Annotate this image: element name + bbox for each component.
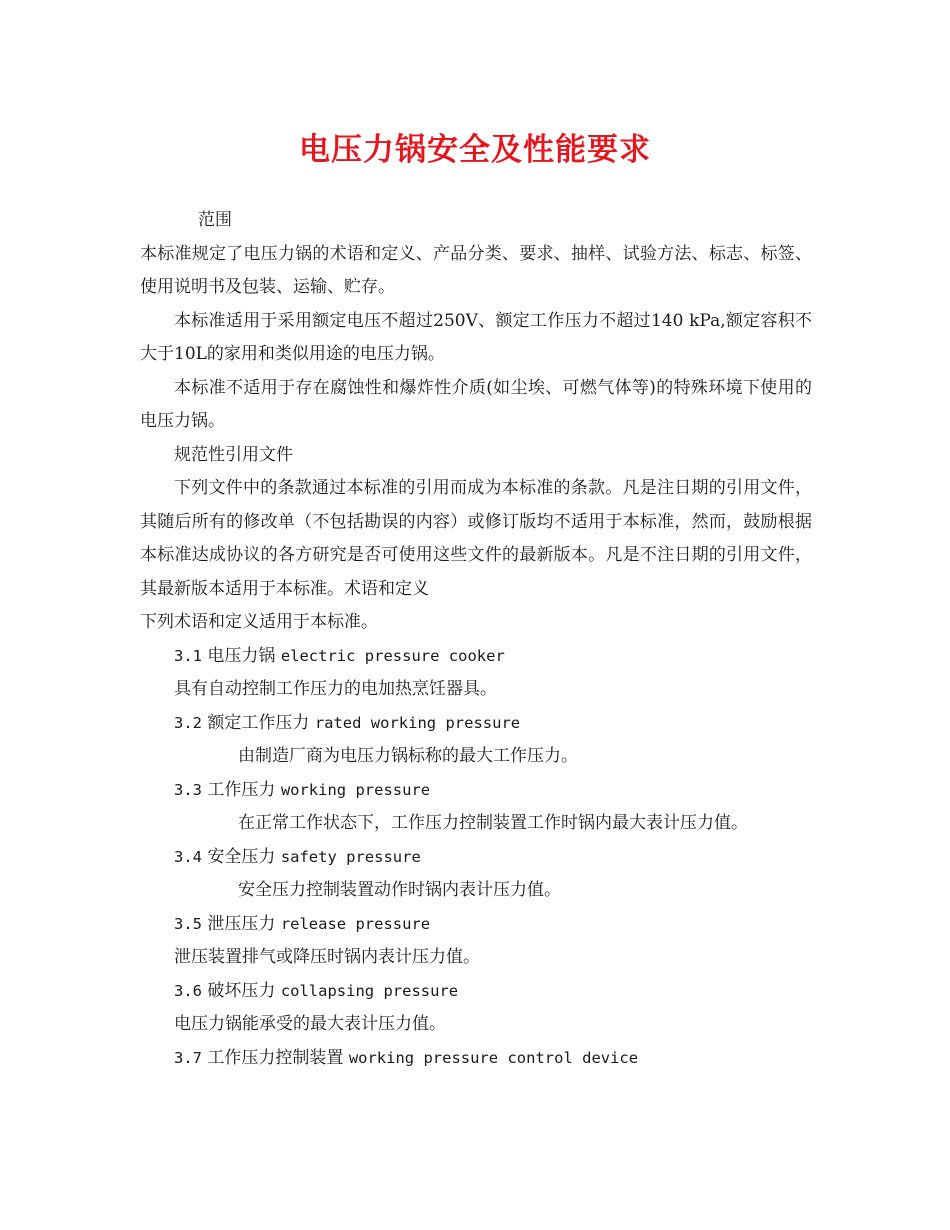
applicability-paragraph: 本标准适用于采用额定电压不超过250V、额定工作压力不超过140 kPa,额定容积不大于10L的家用和类似用途的电压力锅。: [140, 310, 812, 364]
term-english: safety pressure: [280, 847, 421, 866]
term-heading: [140, 841, 812, 875]
term-english: electric pressure cooker: [280, 646, 505, 665]
term-english: working pressure control device: [348, 1048, 639, 1067]
terms-intro-paragraph: 下列术语和定义适用于本标准。: [140, 612, 378, 632]
term-chinese: 安全压力: [207, 846, 276, 867]
term-english: rated working pressure: [314, 713, 521, 732]
term-number: 3.5: [174, 914, 202, 933]
term-english: release pressure: [280, 914, 431, 933]
term-number: 3.4: [174, 847, 202, 866]
term-number: 3.6: [174, 981, 202, 1000]
section-heading-scope: 范围: [198, 210, 232, 230]
references-paragraph: 下列文件中的条款通过本标准的引用而成为本标准的条款。凡是注日期的引用文件，其随后所有的修改单（不包括勘误的内容）或修订版均不适用于本标准，然而，鼓励根据本标准达成协议的各方研究是否可使用这些文件的最新版本。凡是不注日期的引用文件，其最新版本适用于本标准。术语和定义: [140, 478, 812, 599]
term-definition: 电压力锅能承受的最大表计压力值。: [174, 1014, 446, 1034]
term-chinese: 工作压力控制装置: [207, 1047, 344, 1068]
term-chinese: 工作压力: [207, 779, 276, 800]
document-body: [140, 204, 812, 1075]
term-chinese: 电压力锅: [207, 645, 276, 666]
term-definition: 安全压力控制装置动作时锅内表计压力值。: [238, 880, 561, 900]
section-heading-references: 规范性引用文件: [174, 444, 293, 465]
term-number: 3.7: [174, 1048, 202, 1067]
term-chinese: 额定工作压力: [207, 712, 310, 733]
term-definition: 泄压装置排气或降压时锅内表计压力值。: [174, 947, 480, 967]
term-number: 3.3: [174, 780, 202, 799]
term-definition: 由制造厂商为电压力锅标称的最大工作压力。: [238, 746, 578, 766]
term-heading: [140, 1042, 812, 1076]
term-heading: [140, 707, 812, 741]
term-heading: [140, 908, 812, 942]
term-heading: [140, 640, 812, 674]
term-definition: 在正常工作状态下，工作压力控制装置工作时锅内最大表计压力值。: [238, 813, 748, 833]
exclusion-paragraph: 本标准不适用于存在腐蚀性和爆炸性介质(如尘埃、可燃气体等)的特殊环境下使用的电压力锅。: [140, 377, 812, 431]
scope-paragraph: 本标准规定了电压力锅的术语和定义、产品分类、要求、抽样、试验方法、标志、标签、使用说明书及包装、运输、贮存。: [140, 243, 812, 297]
term-chinese: 破坏压力: [207, 980, 276, 1001]
term-english: working pressure: [280, 780, 431, 799]
term-english: collapsing pressure: [280, 981, 459, 1000]
term-heading: [140, 774, 812, 808]
document-title: 电压力锅安全及性能要求: [299, 132, 651, 168]
term-number: 3.2: [174, 713, 202, 732]
term-definition: 具有自动控制工作压力的电加热烹饪器具。: [174, 679, 497, 699]
term-heading: [140, 975, 812, 1009]
term-number: 3.1: [174, 646, 202, 665]
term-chinese: 泄压压力: [207, 913, 276, 934]
